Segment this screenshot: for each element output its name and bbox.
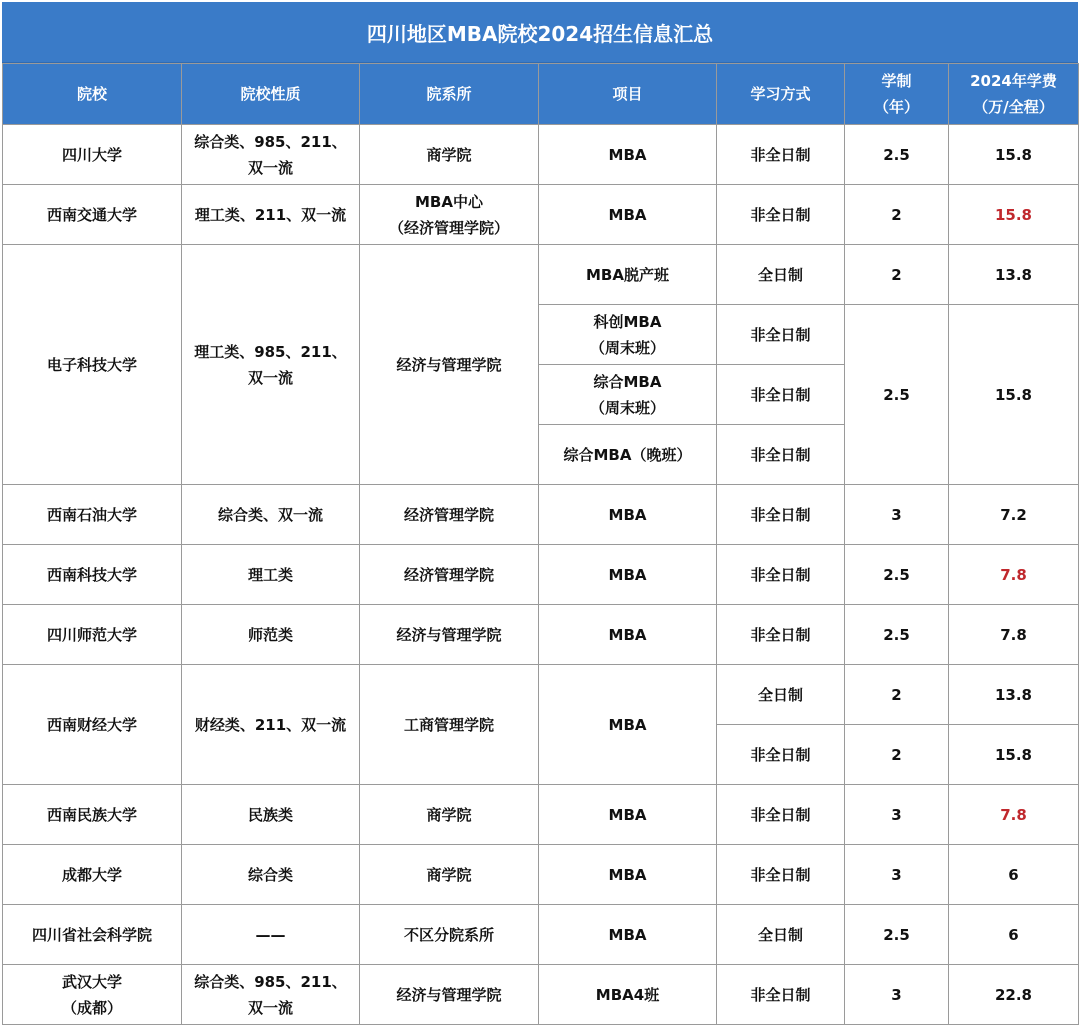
fee-cell: 22.8: [949, 965, 1079, 1025]
mode-cell: 非全日制: [717, 425, 845, 485]
fee-cell: 13.8: [949, 665, 1079, 725]
school-cell: 西南财经大学: [3, 665, 182, 785]
program-cell: MBA: [539, 125, 717, 185]
nature-cell: [182, 125, 360, 185]
dept-cell: 商学院: [360, 785, 539, 845]
dept-cell: [360, 185, 539, 245]
program-cell: MBA: [539, 545, 717, 605]
table-row: [3, 965, 1079, 1025]
program-cell: MBA脱产班: [539, 245, 717, 305]
nature-line2: 双一流: [247, 368, 293, 387]
program-line1: 科创MBA: [593, 312, 662, 331]
program-line1: 综合MBA: [593, 372, 662, 391]
fee-cell-highlight: 7.8: [949, 545, 1079, 605]
table-row: [3, 545, 1079, 605]
header-row: [3, 64, 1079, 125]
program-cell: [539, 305, 717, 365]
nature-cell: 综合类: [182, 845, 360, 905]
program-cell: MBA: [539, 785, 717, 845]
dept-cell: 经济与管理学院: [360, 965, 539, 1025]
mode-cell: 非全日制: [717, 545, 845, 605]
dept-line1: MBA中心: [415, 192, 483, 211]
nature-cell: 综合类、双一流: [182, 485, 360, 545]
mode-cell: 全日制: [717, 905, 845, 965]
mode-cell: 非全日制: [717, 725, 845, 785]
program-cell: MBA: [539, 605, 717, 665]
nature-cell: ——: [182, 905, 360, 965]
mode-cell: 非全日制: [717, 965, 845, 1025]
nature-cell: 理工类、211、双一流: [182, 185, 360, 245]
header-fee: [949, 64, 1079, 125]
fee-cell: 15.8: [949, 125, 1079, 185]
mode-cell: 非全日制: [717, 125, 845, 185]
school-cell: 西南交通大学: [3, 185, 182, 245]
mode-cell: 非全日制: [717, 785, 845, 845]
school-cell: 西南石油大学: [3, 485, 182, 545]
nature-cell: [182, 245, 360, 485]
dept-cell: 经济与管理学院: [360, 245, 539, 485]
fee-cell: 7.2: [949, 485, 1079, 545]
nature-line1: 理工类、985、211、: [194, 342, 347, 361]
table-row: [3, 785, 1079, 845]
header-fee-line2: （万/全程）: [973, 98, 1054, 116]
school-cell: [3, 965, 182, 1025]
nature-cell: 师范类: [182, 605, 360, 665]
duration-cell: 3: [845, 845, 949, 905]
mode-cell: 非全日制: [717, 845, 845, 905]
fee-cell: 6: [949, 845, 1079, 905]
dept-cell: 经济与管理学院: [360, 605, 539, 665]
fee-cell: 15.8: [949, 725, 1079, 785]
school-cell: 成都大学: [3, 845, 182, 905]
dept-cell: 不区分院系所: [360, 905, 539, 965]
fee-cell: 6: [949, 905, 1079, 965]
program-line2: （周末班）: [589, 398, 665, 417]
program-cell: MBA: [539, 665, 717, 785]
school-cell: 西南科技大学: [3, 545, 182, 605]
dept-cell: 商学院: [360, 845, 539, 905]
header-duration-line1: 学制: [881, 72, 912, 90]
mode-cell: 全日制: [717, 245, 845, 305]
nature-cell: 民族类: [182, 785, 360, 845]
mode-cell: 非全日制: [717, 365, 845, 425]
dept-line2: （经济管理学院）: [388, 218, 509, 237]
program-cell: MBA: [539, 845, 717, 905]
program-line2: （周末班）: [589, 338, 665, 357]
school-line1: 武汉大学: [61, 972, 122, 991]
duration-cell: 2.5: [845, 545, 949, 605]
header-mode: 学习方式: [717, 64, 845, 125]
duration-cell: 2: [845, 725, 949, 785]
header-school: 院校: [3, 64, 182, 125]
nature-line1: 综合类、985、211、: [194, 972, 347, 991]
dept-cell: 工商管理学院: [360, 665, 539, 785]
table-row: [3, 665, 1079, 725]
duration-cell: 2: [845, 245, 949, 305]
mode-cell: 非全日制: [717, 605, 845, 665]
page-title: 四川地区MBA院校2024招生信息汇总: [2, 2, 1078, 63]
table-row: [3, 485, 1079, 545]
header-duration-line2: （年）: [873, 98, 919, 116]
header-program: 项目: [539, 64, 717, 125]
header-dept: 院系所: [360, 64, 539, 125]
mode-cell: 非全日制: [717, 305, 845, 365]
school-cell: 西南民族大学: [3, 785, 182, 845]
fee-cell: 13.8: [949, 245, 1079, 305]
fee-cell-highlight: 7.8: [949, 785, 1079, 845]
table-row: [3, 125, 1079, 185]
program-cell: [539, 365, 717, 425]
dept-cell: 商学院: [360, 125, 539, 185]
duration-cell: 3: [845, 965, 949, 1025]
dept-cell: 经济管理学院: [360, 485, 539, 545]
header-nature: 院校性质: [182, 64, 360, 125]
duration-cell: 2: [845, 185, 949, 245]
program-cell: 综合MBA（晚班）: [539, 425, 717, 485]
header-duration: [845, 64, 949, 125]
nature-cell: 财经类、211、双一流: [182, 665, 360, 785]
duration-cell: 3: [845, 785, 949, 845]
program-cell: MBA4班: [539, 965, 717, 1025]
table-row: [3, 845, 1079, 905]
program-cell: MBA: [539, 485, 717, 545]
duration-cell: 2.5: [845, 305, 949, 485]
mba-info-table: [2, 63, 1079, 1025]
nature-cell: [182, 965, 360, 1025]
nature-cell: 理工类: [182, 545, 360, 605]
school-cell: 四川师范大学: [3, 605, 182, 665]
mode-cell: 非全日制: [717, 485, 845, 545]
school-cell: 四川省社会科学院: [3, 905, 182, 965]
duration-cell: 2: [845, 665, 949, 725]
fee-cell: 15.8: [949, 305, 1079, 485]
fee-cell: 7.8: [949, 605, 1079, 665]
duration-cell: 2.5: [845, 905, 949, 965]
table-row: [3, 185, 1079, 245]
mode-cell: 非全日制: [717, 185, 845, 245]
table-row: [3, 245, 1079, 305]
duration-cell: 3: [845, 485, 949, 545]
nature-line1: 综合类、985、211、: [194, 132, 347, 151]
school-cell: 电子科技大学: [3, 245, 182, 485]
header-fee-line1: 2024年学费: [970, 72, 1057, 90]
nature-line2: 双一流: [247, 158, 293, 177]
table-row: [3, 605, 1079, 665]
nature-line2: 双一流: [247, 998, 293, 1017]
table-row: [3, 905, 1079, 965]
fee-cell-highlight: 15.8: [949, 185, 1079, 245]
school-cell: 四川大学: [3, 125, 182, 185]
dept-cell: 经济管理学院: [360, 545, 539, 605]
mode-cell: 全日制: [717, 665, 845, 725]
school-line2: （成都）: [61, 998, 122, 1017]
duration-cell: 2.5: [845, 605, 949, 665]
duration-cell: 2.5: [845, 125, 949, 185]
program-cell: MBA: [539, 905, 717, 965]
program-cell: MBA: [539, 185, 717, 245]
